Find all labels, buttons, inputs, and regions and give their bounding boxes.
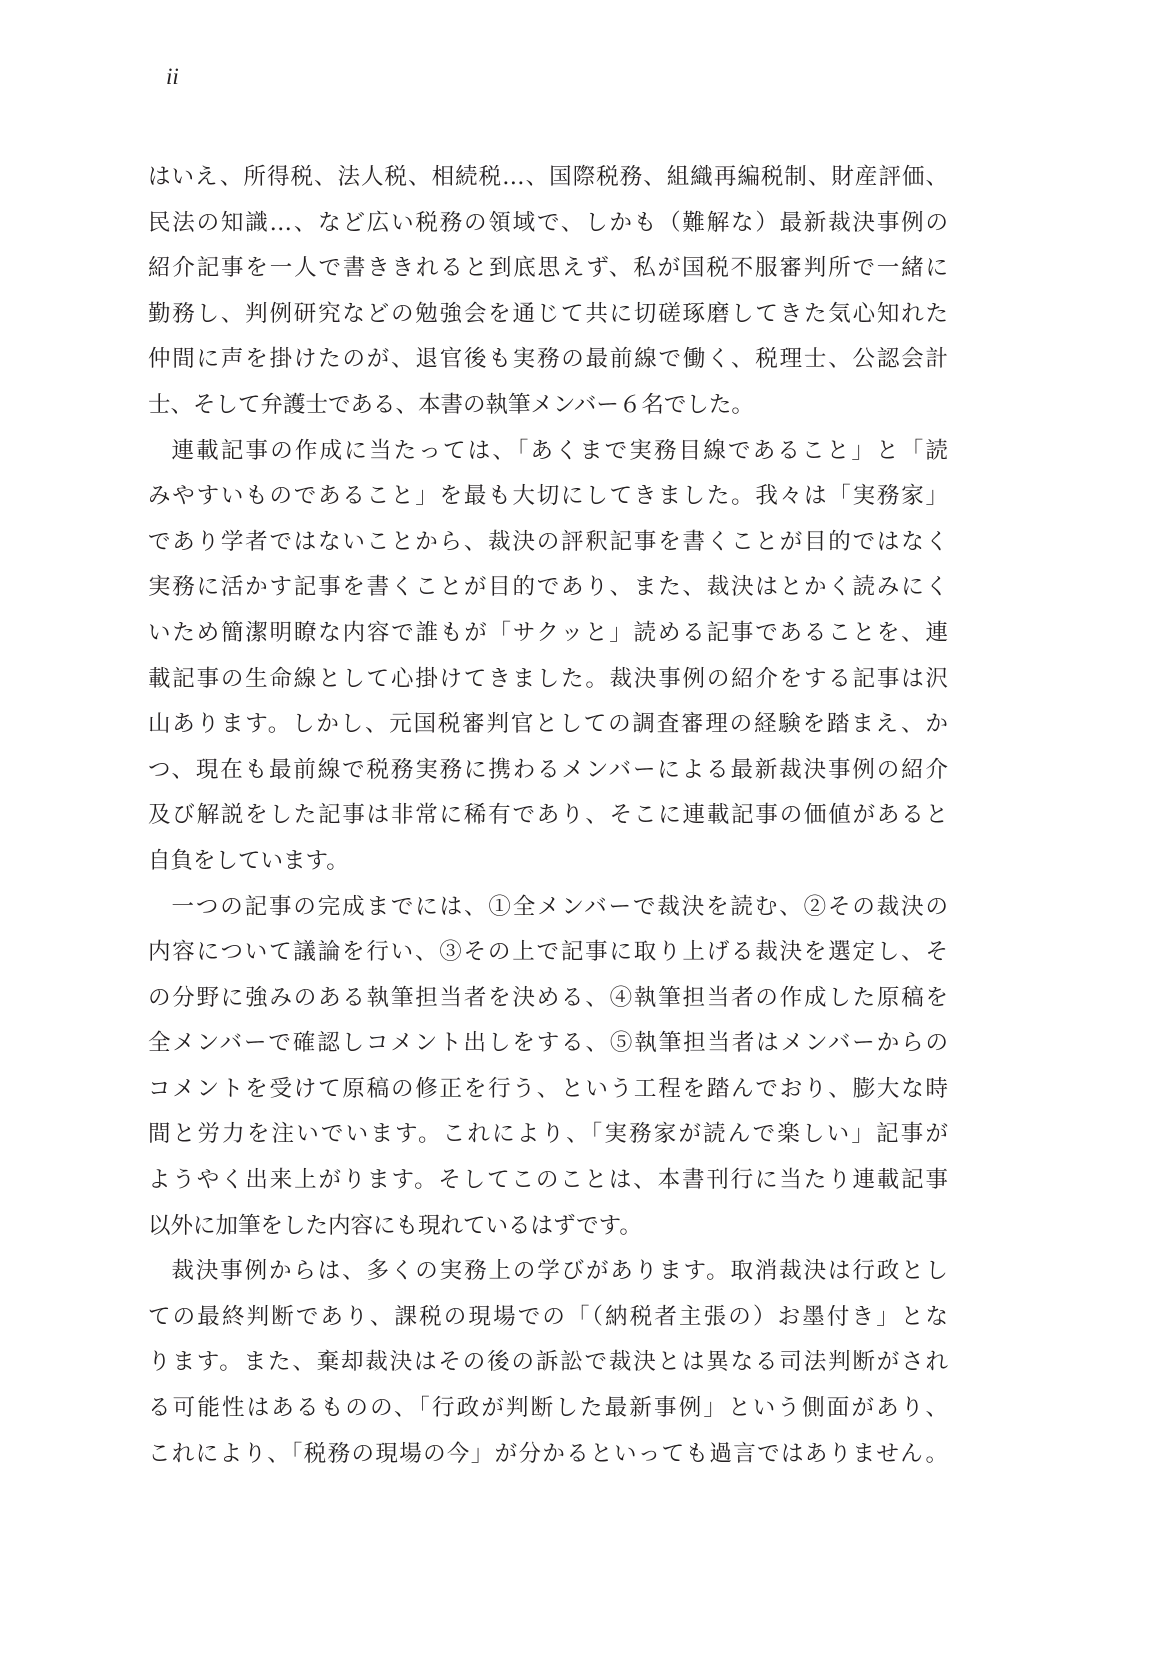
text-line: みやすいものであること」を最も大切にしてきました。我々は「実務家」 (148, 483, 948, 510)
text-line: いため簡潔明瞭な内容で誰もが「サクッと」読める記事であることを、連 (148, 619, 948, 646)
text-line: 裁決事例からは、多くの実務上の学びがあります。取消裁決は行政とし (171, 1258, 948, 1285)
text-line: はいえ、所得税、法人税、相続税…、国際税務、組織再編税制、財産評価、 (148, 164, 948, 190)
text-line: 実務に活かす記事を書くことが目的であり、また、裁決はとかく読みにく (148, 574, 948, 601)
text-line: これにより、「税務の現場の今」が分かるといっても過言ではありません。 (148, 1440, 948, 1467)
text-line: 一つの記事の完成までには、①全メンバーで裁決を読む、②その裁決の (171, 893, 948, 920)
text-line: 仲間に声を掛けたのが、退官後も実務の最前線で働く、税理士、公認会計 (148, 346, 948, 373)
text-line: ての最終判断であり、課税の現場での「（納税者主張の）お墨付き」とな (148, 1303, 948, 1330)
text-line: 勤務し、判例研究などの勉強会を通じて共に切磋琢磨してきた気心知れた (148, 300, 948, 327)
page-number: ii (166, 64, 179, 89)
text-line: 間と労力を注いでいます。これにより、「実務家が読んで楽しい」記事が (148, 1121, 948, 1148)
paragraph (148, 1249, 948, 1477)
text-line: る可能性はあるものの、「行政が判断した最新事例」という側面があり、 (148, 1395, 948, 1422)
text-line: ようやく出来上がります。そしてこのことは、本書刊行に当たり連載記事 (148, 1167, 948, 1194)
text-line: 内容について議論を行い、③その上で記事に取り上げる裁決を選定し、そ (148, 939, 948, 966)
text-line: 民法の知識…、など広い税務の領域で、しかも（難解な）最新裁決事例の (148, 209, 948, 236)
text-line: 及び解説をした記事は非常に稀有であり、そこに連載記事の価値があると (148, 802, 948, 829)
text-line: 紹介記事を一人で書ききれると到底思えず、私が国税不服審判所で一緒に (148, 255, 948, 282)
paragraph (148, 155, 948, 429)
paragraph (148, 429, 948, 885)
text-line: 載記事の生命線として心掛けてきました。裁決事例の紹介をする記事は沢 (148, 665, 948, 692)
text-line: 連載記事の作成に当たっては、「あくまで実務目線であること」と「読 (171, 437, 948, 464)
text-line: であり学者ではないことから、裁決の評釈記事を書くことが目的ではなく (148, 528, 948, 555)
text-line: 以外に加筆をした内容にも現れているはずです。 (148, 1212, 642, 1239)
paragraph (148, 885, 948, 1250)
text-line: つ、現在も最前線で税務実務に携わるメンバーによる最新裁決事例の紹介 (148, 756, 948, 783)
text-line: 自負をしています。 (148, 847, 349, 874)
text-line: の分野に強みのある執筆担当者を決める、④執筆担当者の作成した原稿を (148, 984, 948, 1011)
text-line: 全メンバーで確認しコメント出しをする、⑤執筆担当者はメンバーからの (148, 1030, 948, 1057)
text-line: コメントを受けて原稿の修正を行う、という工程を踏んでおり、膨大な時 (148, 1075, 948, 1102)
text-line: 士、そして弁護士である、本書の執筆メンバー６名でした。 (148, 391, 754, 418)
text-line: 山あります。しかし、元国税審判官としての調査審理の経験を踏まえ、か (148, 711, 948, 738)
body-text (148, 155, 948, 1477)
text-line: ります。また、棄却裁決はその後の訴訟で裁決とは異なる司法判断がされ (148, 1349, 948, 1376)
